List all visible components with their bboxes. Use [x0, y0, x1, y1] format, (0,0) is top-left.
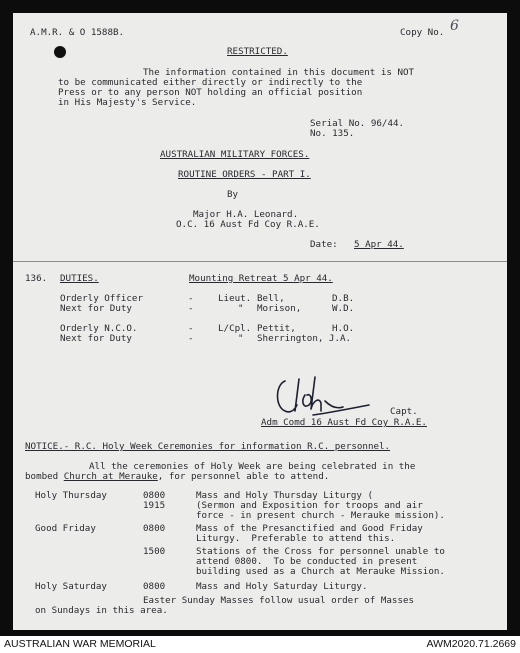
- schedule-text: Liturgy. Preferable to attend this.: [196, 533, 396, 544]
- document-page: [13, 13, 507, 630]
- duty-dash: -: [188, 293, 194, 304]
- duties-title: DUTIES.: [60, 273, 99, 284]
- schedule-time: 0800: [143, 523, 166, 534]
- schedule-time: 0800: [143, 581, 166, 592]
- notice-intro-bombed: bombed: [25, 471, 59, 482]
- item-number: 136.: [25, 273, 48, 284]
- notice-intro-1: All the ceremonies of Holy Week are being celebrated in the: [89, 461, 416, 472]
- order-number: No. 135.: [310, 128, 355, 139]
- schedule-text: attend 0800. To be conducted in present: [196, 556, 418, 567]
- archive-id: AWM2020.71.2669: [426, 638, 516, 650]
- duty-dash: -: [188, 303, 194, 314]
- serial-number: Serial No. 96/44.: [310, 118, 405, 129]
- restricted-line-2: to be communicated either directly or indirectly to the: [58, 77, 363, 88]
- duty-initials: H.O.: [332, 323, 355, 334]
- schedule-text: Stations of the Cross for personnel unable to: [196, 546, 445, 557]
- duty-role: Next for Duty: [60, 333, 132, 344]
- schedule-time: 1915: [143, 500, 166, 511]
- duty-rank: L/Cpl.: [218, 323, 252, 334]
- schedule-text: Mass and Holy Saturday Liturgy.: [196, 581, 368, 592]
- schedule-time: 0800: [143, 490, 166, 501]
- notice-label: NOTICE.: [25, 441, 64, 452]
- mounting-line: Mounting Retreat 5 Apr 44.: [189, 273, 333, 284]
- restricted-line-3: Press or to any person NOT holding an official position: [58, 87, 363, 98]
- divider: [13, 261, 507, 262]
- duty-name: Pettit,: [257, 323, 296, 334]
- duty-role: Orderly Officer: [60, 293, 143, 304]
- document-reference: A.M.R. & O 1588B.: [30, 27, 125, 38]
- duty-name: Morison,: [257, 303, 302, 314]
- by-label: By: [227, 189, 239, 200]
- notice-heading: [25, 441, 390, 452]
- duty-name: Sherrington, J.A.: [257, 333, 352, 344]
- notice-intro-2: [25, 471, 329, 482]
- unit-name: O.C. 16 Aust Fd Coy R.A.E.: [176, 219, 320, 230]
- date-label: Date:: [310, 239, 338, 250]
- easter-line-2: on Sundays in this area.: [35, 605, 168, 616]
- schedule-text: building used as a Church at Merauke Mission.: [196, 566, 445, 577]
- duty-initials: W.D.: [332, 303, 355, 314]
- orders-heading: ROUTINE ORDERS - PART I.: [178, 169, 311, 180]
- schedule-text: (Sermon and Exposition for troops and air: [196, 500, 423, 511]
- archive-credit: AUSTRALIAN WAR MEMORIAL: [4, 638, 156, 650]
- schedule-text: Mass of the Presanctified and Good Friday: [196, 523, 423, 534]
- copy-number: 6: [450, 18, 459, 34]
- restricted-line-1: The information contained in this document is NOT: [143, 67, 415, 78]
- duty-role: Orderly N.C.O.: [60, 323, 138, 334]
- duty-rank: Lieut.: [218, 293, 252, 304]
- duty-rank: ": [238, 333, 244, 344]
- copy-label: Copy No.: [400, 27, 445, 38]
- punch-hole: [54, 46, 66, 58]
- signatory-rank: Capt.: [390, 406, 418, 417]
- schedule-text: force - in present church - Merauke mission).: [196, 510, 445, 521]
- schedule-text: Mass and Holy Thursday Liturgy (: [196, 490, 374, 501]
- notice-title: - R.C. Holy Week Ceremonies for information R.C. personnel.: [63, 441, 391, 452]
- officer-name: Major H.A. Leonard.: [193, 209, 299, 220]
- date-value: 5 Apr 44.: [354, 239, 404, 250]
- handwritten-signature: [273, 371, 373, 421]
- duty-initials: D.B.: [332, 293, 355, 304]
- duty-name: Bell,: [257, 293, 285, 304]
- duty-rank: ": [238, 303, 244, 314]
- schedule-day: Holy Saturday: [35, 581, 107, 592]
- restricted-title: RESTRICTED.: [227, 46, 288, 57]
- restricted-line-4: in His Majesty's Service.: [58, 97, 197, 108]
- forces-heading: AUSTRALIAN MILITARY FORCES.: [160, 149, 310, 160]
- signatory-appointment: Adm Comd 16 Aust Fd Coy R.A.E.: [261, 417, 427, 428]
- easter-line-1: Easter Sunday Masses follow usual order of Masses: [143, 595, 415, 606]
- duty-dash: -: [188, 333, 194, 344]
- schedule-time: 1500: [143, 546, 166, 557]
- notice-intro-rest: , for personnel able to attend.: [157, 471, 330, 482]
- duty-role: Next for Duty: [60, 303, 132, 314]
- duty-dash: -: [188, 323, 194, 334]
- schedule-day: Holy Thursday: [35, 490, 107, 501]
- schedule-day: Good Friday: [35, 523, 96, 534]
- church-name: Church at Merauke: [63, 471, 158, 482]
